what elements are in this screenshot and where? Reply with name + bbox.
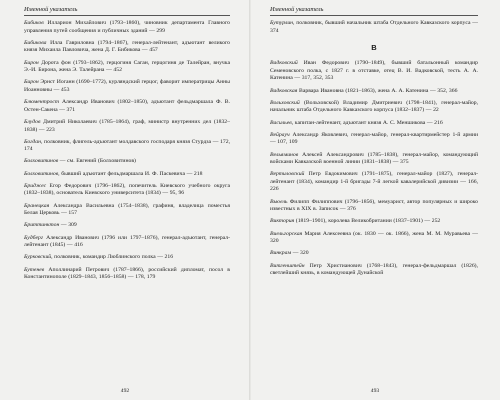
entry-name: Васильев,	[270, 119, 294, 126]
entry-details: Егор Федорович (1796–1862), попечитель Киевского учебного округа (1832–1838), основатель Киевского университета (1834) — 95, 96	[24, 182, 230, 197]
entry-name: Вольховский	[270, 99, 300, 106]
index-entry	[270, 250, 478, 258]
index-entry	[270, 20, 478, 35]
index-entry	[24, 79, 230, 94]
entry-details: — 309	[59, 222, 77, 229]
entry-details: Илла Гавриловна (1794–1867), генерал-лейтенант, адъютант великого князя Михаила Павловича, жена Д. Г. Бибикова — 457	[24, 39, 230, 54]
index-entry	[24, 99, 230, 114]
index-entries-top	[270, 20, 478, 35]
index-entry	[24, 158, 230, 166]
index-entry	[270, 152, 478, 167]
entry-details: полковник, бывший начальник штаба Отдельного Кавказского корпуса — 374	[270, 20, 478, 34]
entry-name: Винкрам	[270, 250, 292, 257]
entry-name: Бриджес	[24, 182, 47, 189]
index-entries	[24, 20, 230, 282]
entry-name: Вадковский	[270, 60, 298, 67]
entry-name: Блюментрост	[24, 99, 60, 106]
index-entry	[270, 171, 478, 194]
entry-details: — 320	[291, 250, 309, 257]
entry-name: Виктория	[270, 218, 295, 225]
entry-details: Петр Евдокимович (1791–1875), генерал-майор (1827), генерал-лейтенант (1834), командир 1-й бригады 7-й легкой кавалерийской дивизии — 166, 226	[270, 171, 478, 193]
index-entry	[24, 139, 230, 154]
entry-details: Александр Яковлевич, генерал-майор, генерал-квартирмейстер 1-й армии — 107, 109	[270, 131, 478, 146]
entry-name: Богдан,	[24, 138, 43, 145]
entry-details: Филипп Филиппович (1796–1856), мемуарист, автор популярных и широко известных в XIX в. Записок — 376	[270, 198, 478, 213]
entry-name: Виельгорская	[270, 230, 303, 237]
index-entry	[270, 88, 478, 96]
index-entry	[270, 120, 478, 128]
index-entry	[24, 183, 230, 198]
entry-name: Бирон	[24, 59, 39, 66]
entry-name: Вельяминов	[270, 151, 299, 158]
index-entry	[270, 100, 478, 115]
index-entry	[24, 254, 230, 262]
entry-name: Болховитинов,	[24, 170, 60, 177]
entry-name: Бибиков	[24, 20, 44, 26]
entry-name: Будберг	[24, 234, 44, 241]
entry-name: Витгенштейн	[270, 262, 305, 269]
entry-details: Эрнст Иоганн (1690–1772), курляндский герцог, фаворит императрицы Анны Иоанновны — 453	[24, 79, 230, 93]
entry-name: Блудов	[24, 118, 41, 125]
entry-details: Александра Васильевна (1754–1838), графиня, владелица поместья Белая Церковь — 157	[24, 202, 230, 217]
entry-name: Вадковская	[270, 87, 298, 94]
entry-details: (1819–1901), королева Великобритании (1837–1901) — 252	[294, 218, 441, 225]
entry-details: Аполлинарий Петрович (1787–1866), российский дипломат, посол в Константинополе (1829–1843, 1856–1858) — 178, 179	[24, 266, 230, 281]
entry-name: Вертиловский	[270, 171, 305, 178]
index-entry	[24, 119, 230, 134]
entry-name: Бранецкая	[24, 202, 50, 209]
entry-details: Илларион Михайлович (1793–1860), чиновник департамента Главного управления путей сообщения и публичных зданий — 299	[24, 20, 230, 34]
entry-name: Бриттинктон	[24, 222, 60, 229]
index-entry	[270, 60, 478, 83]
section-letter: В	[371, 43, 377, 53]
index-entries	[270, 60, 478, 278]
index-entry	[24, 60, 230, 75]
entry-details: бывший адъютант фельдмаршала И. Ф. Паскевича — 218	[59, 170, 203, 177]
index-entry	[270, 231, 478, 246]
entry-details: Мария Алексеевна (ок. 1830 — ок. 1866), жена М. М. Муравьева — 320	[270, 230, 478, 245]
entry-name: Бутенев	[24, 266, 45, 273]
index-entry	[24, 20, 230, 35]
index-entry	[24, 40, 230, 55]
entry-details: Александр Иванович (1802–1850), адъютант фельдмаршала Ф. В. Остен-Сакена — 371	[24, 99, 230, 113]
entry-name: Бурковский,	[24, 254, 53, 261]
right-page	[250, 0, 500, 400]
entry-details: полковник, командир Люблинского полка — 216	[52, 254, 174, 261]
index-entry	[24, 222, 230, 230]
entry-details: полковник, флигель-адъютант молдавского господаря князя Стурдза — 172, 174	[24, 138, 230, 153]
entry-name: Болховитинов	[24, 158, 59, 165]
entry-details: Дмитрий Николаевич (1785–1864), граф, министр внутренних дел (1832–1838) — 223	[24, 118, 230, 133]
running-head: Именной указатель	[24, 6, 230, 16]
entry-details: (Вольховской) Владимир Дмитриевич (1798–1841), генерал-майор, начальник штаба Отдельного Кавказского корпуса (1832–1837) — 22	[270, 99, 478, 114]
entry-name: Вейрауч	[270, 131, 290, 138]
index-entry	[24, 235, 230, 250]
index-entry	[24, 203, 230, 218]
index-entry	[24, 171, 230, 179]
index-entry	[270, 132, 478, 147]
entry-name: Бутурлин,	[270, 20, 295, 26]
entry-details: — см. Евгений (Болховитинов)	[58, 158, 136, 165]
index-entry	[270, 218, 478, 226]
entry-name: Бирон	[24, 79, 39, 86]
entry-details: Петр Христианович (1768–1843), генерал-фельдмаршал (1826), светлейший князь, в командующей Дунайской	[270, 262, 478, 277]
index-entry	[270, 263, 478, 278]
entry-details: капитан-лейтенант, адъютант князя А. С. Меншикова — 216	[293, 119, 443, 126]
running-head: Именной указатель	[270, 6, 478, 16]
entry-name: Бибикова	[24, 39, 47, 46]
page-number: 492	[120, 388, 130, 394]
entry-details: Александр Иванович (1796 или 1797–1876), генерал-адъютант, генерал-лейтенант (1845) — 416	[24, 234, 230, 249]
entry-details: Варвара Ивановна (1821–1863), жена А. А. Катенина — 352, 366	[297, 87, 458, 94]
index-entry	[24, 267, 230, 282]
entry-details: Алексей Александрович (1785–1838), генерал-майор, командующий войсками Кавказской военной линии (1831–1838) — 375	[270, 151, 478, 166]
entry-details: Иван Федорович (1790–1849), бывший батальонный командир Семеновского полка, с 1827 г. в отставке, отец В. И. Вадковской, тесть А. А. Катенина — 317, 352, 353	[270, 60, 478, 82]
index-entry	[270, 199, 478, 214]
entry-details: Дорота фон (1793–1862), герцогиня Саган, герцогиня де Талейран, внучка Э.-И. Бирона, жена Э. Талейрана — 452	[24, 59, 230, 74]
entry-name: Вьюель	[270, 198, 288, 205]
page-number: 493	[370, 388, 380, 394]
